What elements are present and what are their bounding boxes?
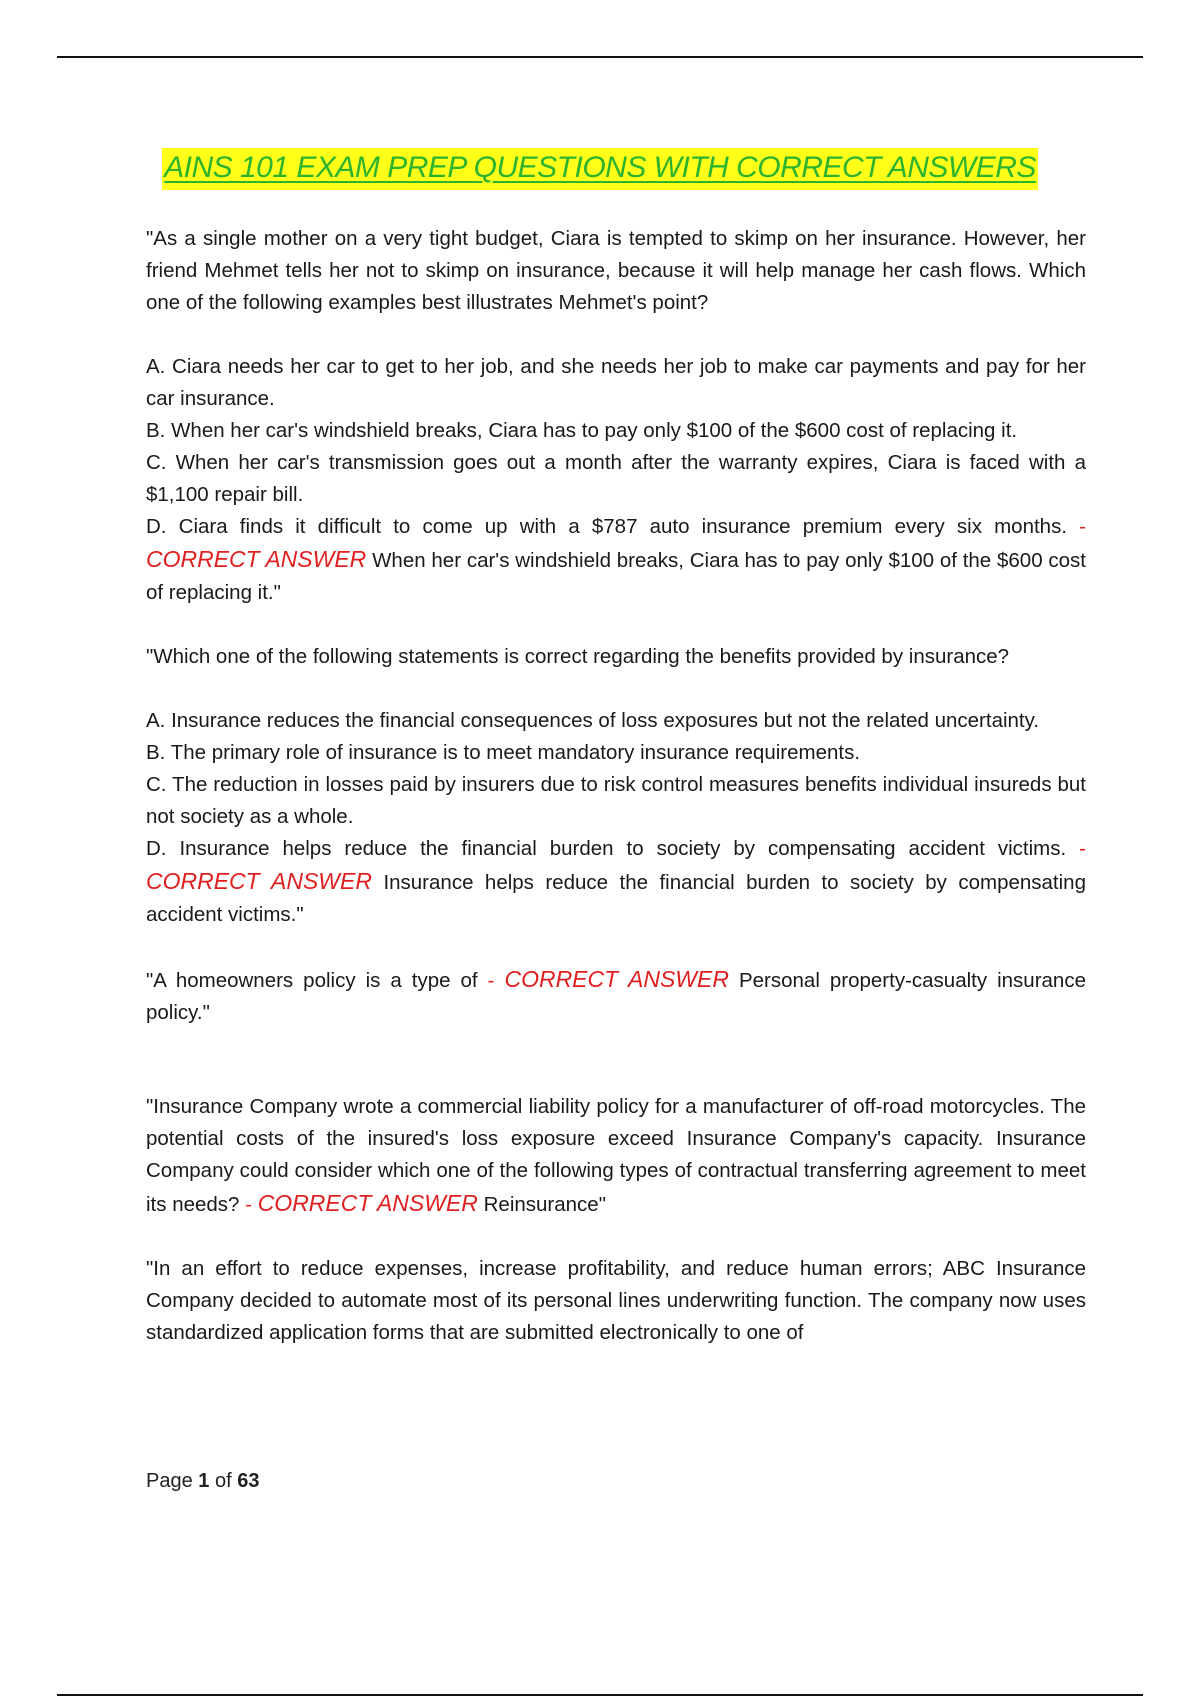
question-2-option-b: B. The primary role of insurance is to meet mandatory insurance requirements. xyxy=(146,741,861,764)
question-2-stem: "Which one of the following statements is correct regarding the benefits provided by insurance? xyxy=(146,645,1010,668)
question-5-stem: "In an effort to reduce expenses, increase profitability, and reduce human errors; ABC Insurance Company decided to automate most of its personal lines underwriting function. The company now uses standardized application forms that are submitted electronically to one of xyxy=(146,1257,1086,1344)
page-label: Page xyxy=(146,1470,193,1492)
answer-dash: - xyxy=(245,1193,252,1216)
question-3-answer: Personal property-casualty insurance policy." xyxy=(146,969,1086,1024)
correct-answer-label: CORRECT ANSWER xyxy=(257,1190,478,1216)
correct-answer-label: CORRECT ANSWER xyxy=(146,868,372,894)
spacer xyxy=(146,931,1086,963)
question-1-option-a: A. Ciara needs her car to get to her job, and she needs her job to make car payments and pay for her car insurance. xyxy=(146,355,1086,410)
question-1-option-d: D. Ciara finds it difficult to come up with a $787 auto insurance premium every six months. xyxy=(146,515,1068,538)
question-4 xyxy=(146,1091,1086,1221)
answer-dash: - xyxy=(1079,837,1086,860)
top-rule xyxy=(57,56,1143,58)
page-number: 1 xyxy=(198,1470,210,1492)
question-2-option-d: D. Insurance helps reduce the financial burden to society by compensating accident victims. xyxy=(146,837,1067,860)
answer-dash: - xyxy=(1079,515,1086,538)
question-2-option-a: A. Insurance reduces the financial consequences of loss exposures but not the related uncertainty. xyxy=(146,709,1040,732)
title-container xyxy=(0,148,1200,190)
question-3-stem: "A homeowners policy is a type of xyxy=(146,969,478,992)
document-body xyxy=(146,223,1086,1349)
question-1-stem: "As a single mother on a very tight budget, Ciara is tempted to skimp on her insurance. However, her friend Mehmet tells her not to skimp on insurance, because it will help manage her cash flows. Which one of the following examples best illustrates Mehmet's point? xyxy=(146,227,1086,314)
question-2-option-c: C. The reduction in losses paid by insurers due to risk control measures benefits individual insureds but not society as a whole. xyxy=(146,773,1086,828)
question-3 xyxy=(146,963,1086,1029)
document-title: AINS 101 EXAM PREP QUESTIONS WITH CORRECT ANSWERS xyxy=(162,148,1038,190)
correct-answer-label: CORRECT ANSWER xyxy=(146,546,367,572)
question-4-stem: "Insurance Company wrote a commercial liability policy for a manufacturer of off-road motorcycles. The potential costs of the insured's loss exposure exceed Insurance Company's capacity. Insurance Company could consider which one of the following types of contractual transferring agreement to meet its needs? xyxy=(146,1095,1086,1216)
question-1-option-d-with-answer xyxy=(146,511,1086,609)
spacer xyxy=(146,609,1086,641)
question-4-answer: Reinsurance" xyxy=(483,1193,606,1216)
question-2-answer: Insurance helps reduce the financial burden to society by compensating accident victims." xyxy=(146,871,1086,926)
question-1-option-b: B. When her car's windshield breaks, Ciara has to pay only $100 of the $600 cost of replacing it. xyxy=(146,419,1018,442)
of-label: of xyxy=(214,1470,232,1492)
question-1-answer: When her car's windshield breaks, Ciara has to pay only $100 of the $600 cost of replacing it." xyxy=(146,549,1086,604)
spacer xyxy=(146,319,1086,351)
spacer xyxy=(146,1029,1086,1091)
spacer xyxy=(146,673,1086,705)
question-1-option-c: C. When her car's transmission goes out a month after the warranty expires, Ciara is faced with a $1,100 repair bill. xyxy=(146,451,1086,506)
correct-answer-label: CORRECT ANSWER xyxy=(504,966,729,992)
answer-dash: - xyxy=(487,969,495,992)
spacer xyxy=(146,1221,1086,1253)
total-pages: 63 xyxy=(237,1470,260,1492)
question-2-option-d-with-answer xyxy=(146,833,1086,931)
page-footer xyxy=(146,1470,259,1493)
bottom-rule xyxy=(57,1694,1143,1696)
